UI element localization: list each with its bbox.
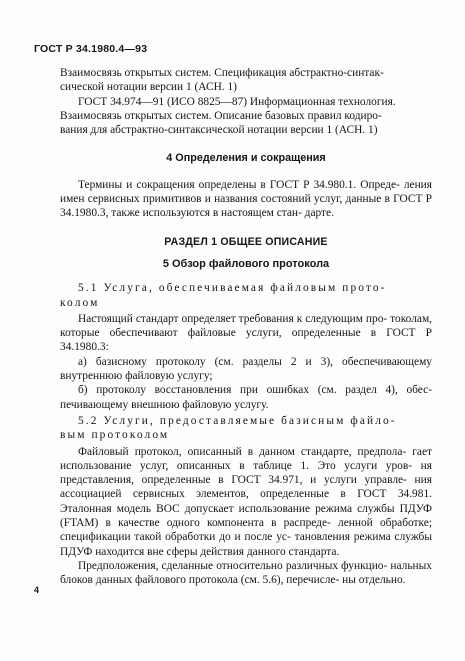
section-4-text: Термины и сокращения определены в ГОСТ Р 34.980.1. Опреде- ления имен сервисных примитивов и названия состояний услуг, данные в ГОСТ Р 34.1980.3, также используются в настоящем стан- дарте. — [60, 178, 432, 220]
reference-line: вания для абстрактно-синтаксической нотации версии 1 (АСН. 1) — [60, 124, 378, 137]
reference-line: ГОСТ 34.974—91 (ИСО 8825—87) Информационная технология. — [78, 95, 396, 108]
list-item-b: б) протоколу восстановления при ошибках (см. раздел 4), обес- печивающему внешнюю файловую услугу. — [60, 384, 432, 411]
subsection-5-1-title: 5.1 Услуга, обеспечиваемая файловым прото- — [78, 282, 387, 295]
subsection-5-2-title: 5.2 Услуги, предоставляемые базисным файло- — [78, 414, 397, 427]
page-content — [60, 66, 432, 588]
subsection-5-2-title-cont: вым протоколом — [60, 429, 170, 442]
reference-line: Взаимосвязь открытых систем. Описание базовых правил кодиро- — [60, 109, 382, 122]
section-5-title: 5 Обзор файлового протокола — [162, 257, 330, 270]
section-4-title: 4 Определения и сокращения — [166, 152, 326, 165]
normative-references — [60, 66, 432, 137]
paragraph: Предположения, сделанные относительно различных функцио- нальных блоков данных файлового протокола (см. 5.6), перечисле- ны отдельно. — [60, 559, 432, 587]
reference-line: Взаимосвязь открытых систем. Спецификация абстрактно-синтак- — [60, 67, 384, 79]
subsection-5-1-title-cont: колом — [60, 296, 100, 309]
part-1-title: РАЗДЕЛ 1 ОБЩЕЕ ОПИСАНИЕ — [164, 235, 328, 248]
reference-line: сической нотации версии 1 (АСН. 1) — [60, 81, 237, 94]
paragraph: Настоящий стандарт определяет требования к следующим про- токолам, которые обеспечивают файловые услуги, определенные в ГОСТ Р 34.1980.3: — [60, 312, 432, 354]
page-number: 4 — [34, 585, 40, 595]
list-item-a: а) базисному протоколу (см. разделы 2 и 3), обеспечивающему внутреннюю файловую услугу; — [60, 355, 432, 383]
page-header: ГОСТ Р 34.1980.4—93 — [34, 43, 148, 55]
paragraph: Файловый протокол, описанный в данном стандарте, предпола- гает использование услуг, описанных в таблице 1. Это услуги уров- ня представления, определенные в ГОСТ 34.971, и услуги управле- ния ассоциацией сервисных элементов, определенные в ГОСТ 34.981. Эталонная модель ВОС допускает использование режима службы ПДУФ (FTAM) в качестве одного компонента в распреде- ленной обработке; спецификации такой обработки до и после ус- тановления режима службы ПДУФ находится вне сферы действия данного стандарта. — [60, 445, 432, 558]
